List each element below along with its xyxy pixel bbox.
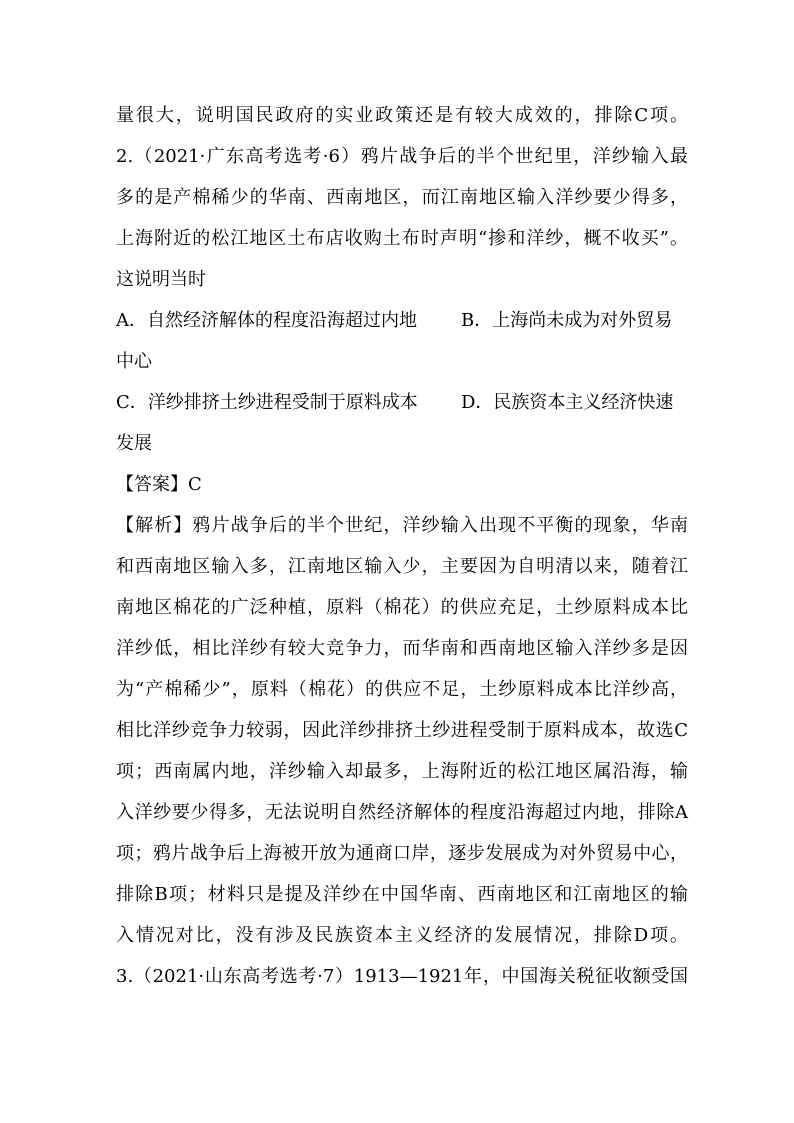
option-d-continued: 发展 <box>116 433 152 454</box>
analysis-line: 相比洋纱竞争力较弱，因此洋纱排挤土纱进程受制于原料成本，故选C <box>116 720 688 741</box>
analysis-line: 洋纱低，相比洋纱有较大竞争力，而华南和西南地区输入洋纱多是因 <box>116 638 688 659</box>
question-3-stem: 3.（2021·山东高考选考·7）1913—1921年，中国海关税征收额受国 <box>116 966 688 987</box>
option-b: B．上海尚未成为对外贸易 <box>461 310 673 331</box>
analysis-line: 为“产棉稀少”，原料（棉花）的供应不足，土纱原料成本比洋纱高， <box>116 679 688 700</box>
analysis-line: 排除B项；材料只是提及洋纱在中国华南、西南地区和江南地区的输 <box>116 884 688 905</box>
analysis-line: 【解析】鸦片战争后的半个世纪，洋纱输入出现不平衡的现象，华南 <box>116 515 688 536</box>
analysis-line: 和西南地区输入多，江南地区输入少，主要因为自明清以来，随着江 <box>116 556 688 577</box>
option-d: D．民族资本主义经济快速 <box>461 392 674 413</box>
analysis-line: 南地区棉花的广泛种植，原料（棉花）的供应充足，土纱原料成本比 <box>116 597 688 618</box>
option-c: C．洋纱排挤土纱进程受制于原料成本 <box>116 392 418 413</box>
analysis-line: 入情况对比，没有涉及民族资本主义经济的发展情况，排除D项。 <box>116 925 688 946</box>
question-2-stem: 多的是产棉稀少的华南、西南地区，而江南地区输入洋纱要少得多， <box>116 187 688 208</box>
option-b-continued: 中心 <box>116 351 152 372</box>
question-2-stem: 2.（2021·广东高考选考·6）鸦片战争后的半个世纪里，洋纱输入最 <box>116 146 688 167</box>
question-2-stem: 这说明当时 <box>116 269 206 290</box>
answer-line: 【答案】C <box>116 474 202 495</box>
option-a: A．自然经济解体的程度沿海超过内地 <box>116 310 417 331</box>
analysis-line: 入洋纱要少得多，无法说明自然经济解体的程度沿海超过内地，排除A <box>116 802 688 823</box>
analysis-line: 项；西南属内地，洋纱输入却最多，上海附近的松江地区属沿海，输 <box>116 761 688 782</box>
analysis-line: 项；鸦片战争后上海被开放为通商口岸，逐步发展成为对外贸易中心， <box>116 843 688 864</box>
text-line: 量很大，说明国民政府的实业政策还是有较大成效的，排除C项。 <box>116 105 688 126</box>
question-2-stem: 上海附近的松江地区土布店收购土布时声明“掺和洋纱，概不收买”。 <box>116 228 688 249</box>
